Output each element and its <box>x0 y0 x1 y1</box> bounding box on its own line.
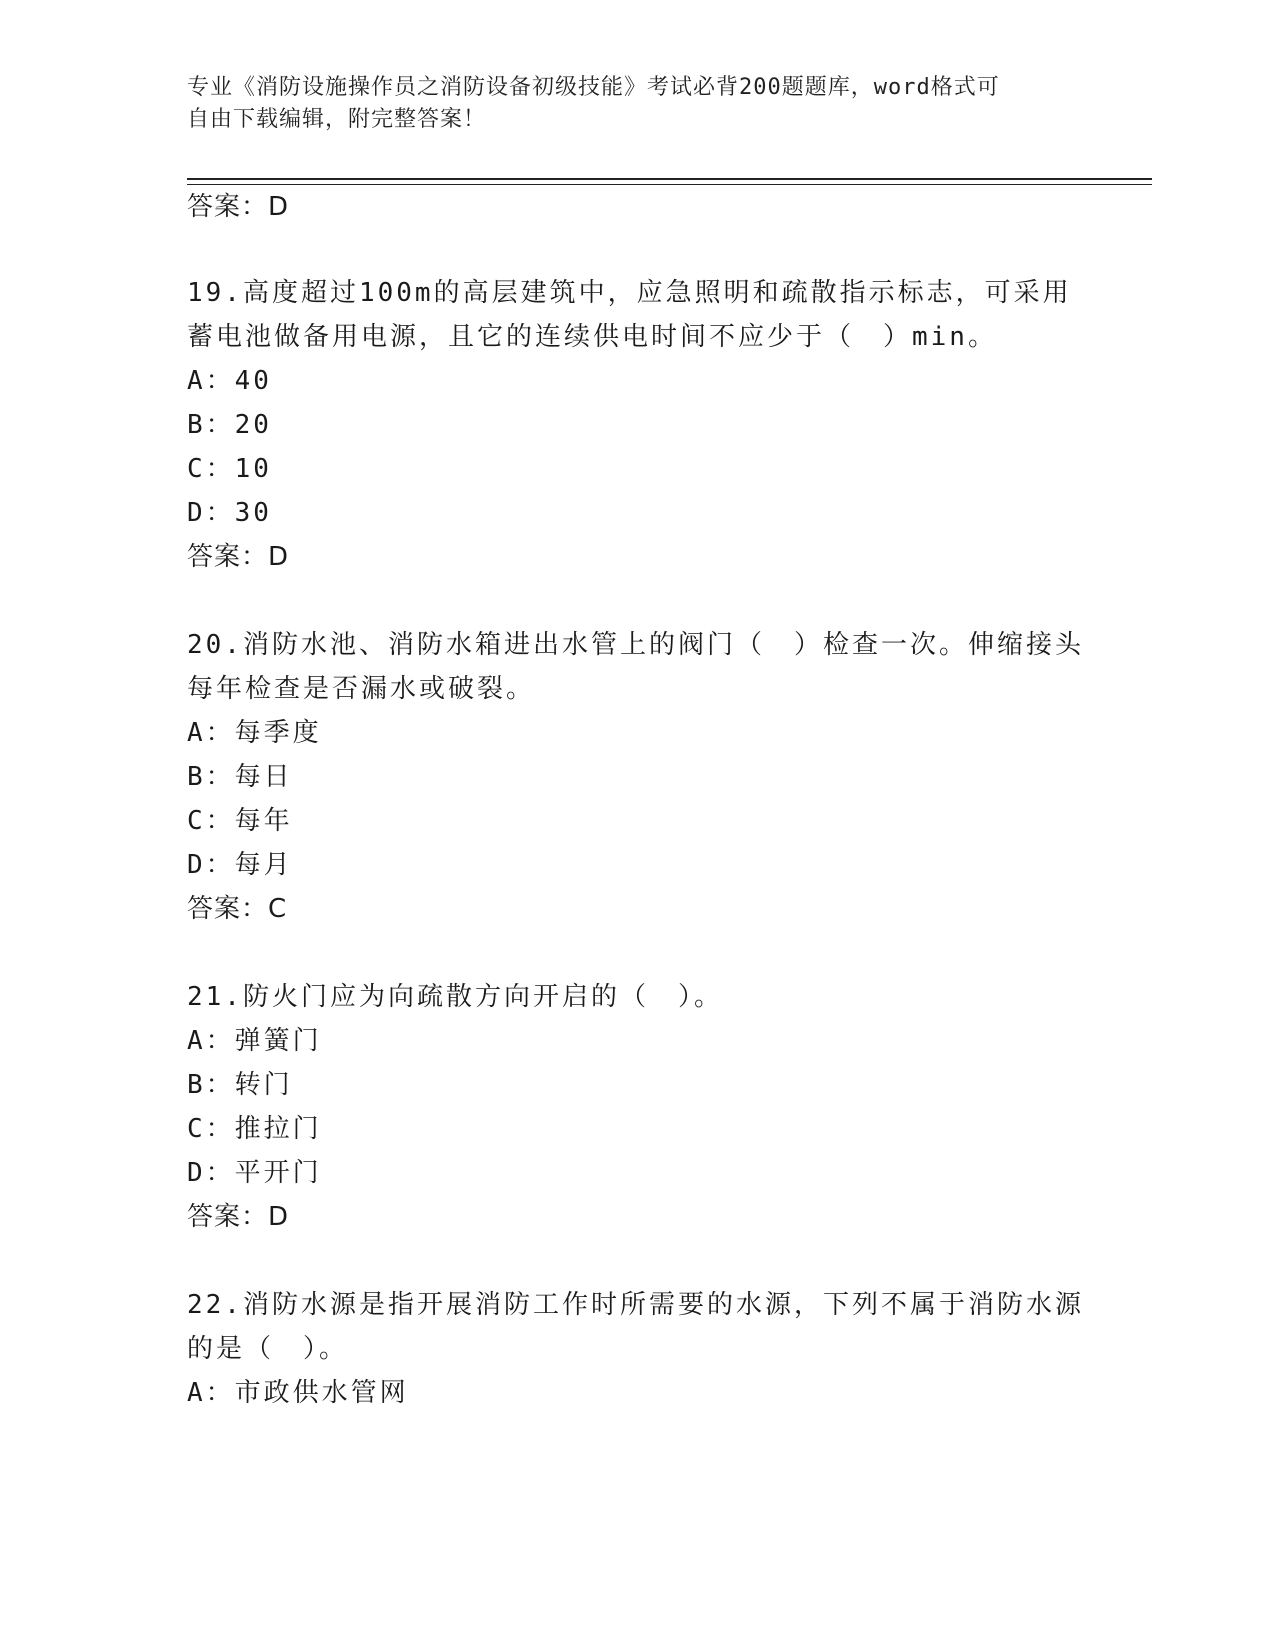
option-d: D：平开门 <box>187 1158 322 1188</box>
answer: 答案：C <box>187 894 288 924</box>
question-stem-line: 22.消防水源是指开展消防工作时所需要的水源，下列不属于消防水源 <box>187 1290 1084 1320</box>
previous-answer: 答案：D <box>187 192 290 222</box>
option-a: A：每季度 <box>187 718 322 748</box>
header-line-2: 自由下载编辑，附完整答案！ <box>187 107 487 132</box>
option-a: A：弹簧门 <box>187 1026 322 1056</box>
option-b: B：20 <box>187 410 272 440</box>
option-d: D：30 <box>187 498 272 528</box>
question-stem-line: 21.防火门应为向疏散方向开启的（ ）。 <box>187 982 723 1012</box>
answer: 答案：D <box>187 542 290 572</box>
option-c: C：推拉门 <box>187 1114 322 1144</box>
question-stem-line: 的是（ ）。 <box>187 1334 349 1364</box>
header-divider-thin <box>187 184 1152 185</box>
option-a: A：40 <box>187 366 272 396</box>
question-stem-line: 每年检查是否漏水或破裂。 <box>187 674 536 704</box>
document-header <box>187 72 1067 136</box>
question-stem-line: 蓄电池做备用电源，且它的连续供电时间不应少于（ ）min。 <box>187 322 997 352</box>
option-b: B：每日 <box>187 762 293 792</box>
header-line-1: 专业《消防设施操作员之消防设备初级技能》考试必背200题题库，word格式可 <box>187 75 1000 100</box>
option-d: D：每月 <box>187 850 293 880</box>
option-c: C：每年 <box>187 806 293 836</box>
option-b: B：转门 <box>187 1070 293 1100</box>
answer: 答案：D <box>187 1202 290 1232</box>
option-a: A：市政供水管网 <box>187 1378 409 1408</box>
option-c: C：10 <box>187 454 272 484</box>
header-divider <box>187 178 1152 180</box>
question-stem-line: 19.高度超过100m的高层建筑中，应急照明和疏散指示标志，可采用 <box>187 278 1072 308</box>
question-stem-line: 20.消防水池、消防水箱进出水管上的阀门（ ）检查一次。伸缩接头 <box>187 630 1084 660</box>
